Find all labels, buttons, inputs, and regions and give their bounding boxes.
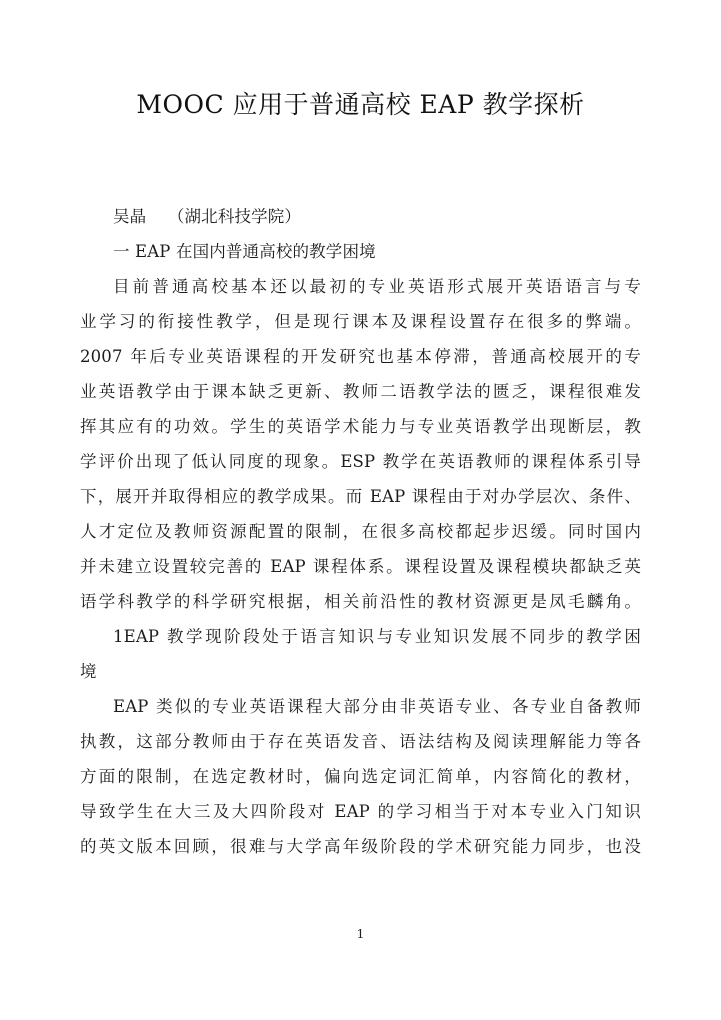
paragraph-line: 学评价出现了低认同度的现象。ESP 教学在英语教师的课程体系引导 bbox=[80, 452, 641, 471]
subsection-heading-continued: 境 bbox=[80, 662, 97, 681]
author-line: 吴晶 （湖北科技学院） bbox=[113, 207, 302, 226]
paragraph-line: 并未建立设置较完善的 EAP 课程体系。课程设置及课程模块都缺乏英 bbox=[80, 557, 641, 576]
subsection-heading: 1EAP 教学现阶段处于语言知识与专业知识发展不同步的教学困 bbox=[113, 627, 641, 646]
paragraph-line: 方面的限制，在选定教材时，偏向选定词汇简单，内容简化的教材， bbox=[80, 767, 641, 786]
paragraph-line: 语学科教学的科学研究根据，相关前沿性的教材资源更是凤毛麟角。 bbox=[80, 592, 641, 611]
paragraph-line: 挥其应有的功效。学生的英语学术能力与专业英语教学出现断层，教 bbox=[80, 417, 641, 436]
paragraph-line: 下，展开并取得相应的教学成果。而 EAP 课程由于对办学层次、条件、 bbox=[80, 487, 641, 506]
paragraph-line: 2007 年后专业英语课程的开发研究也基本停滞，普通高校展开的专 bbox=[80, 347, 641, 366]
paragraph-line: 导致学生在大三及大四阶段对 EAP 的学习相当于对本专业入门知识 bbox=[80, 802, 641, 821]
page-title: MOOC 应用于普通高校 EAP 教学探析 bbox=[136, 90, 585, 119]
page-number: 1 bbox=[356, 926, 365, 941]
paragraph-line: 人才定位及教师资源配置的限制，在很多高校都起步迟缓。同时国内 bbox=[80, 522, 641, 541]
paragraph-line: 业英语教学由于课本缺乏更新、教师二语教学法的匮乏，课程很难发 bbox=[80, 382, 641, 401]
paragraph-line: 目前普通高校基本还以最初的专业英语形式展开英语语言与专 bbox=[113, 277, 641, 296]
paragraph-line: EAP 类似的专业英语课程大部分由非英语专业、各专业自备教师 bbox=[113, 697, 641, 716]
paragraph-line: 业学习的衔接性教学，但是现行课本及课程设置存在很多的弊端。 bbox=[80, 312, 641, 331]
document-body bbox=[80, 199, 641, 864]
section-heading-1: 一 EAP 在国内普通高校的教学困境 bbox=[113, 242, 376, 261]
paragraph-line: 执教，这部分教师由于存在英语发音、语法结构及阅读理解能力等各 bbox=[80, 732, 641, 751]
paragraph-line: 的英文版本回顾，很难与大学高年级阶段的学术研究能力同步，也没 bbox=[80, 837, 641, 856]
